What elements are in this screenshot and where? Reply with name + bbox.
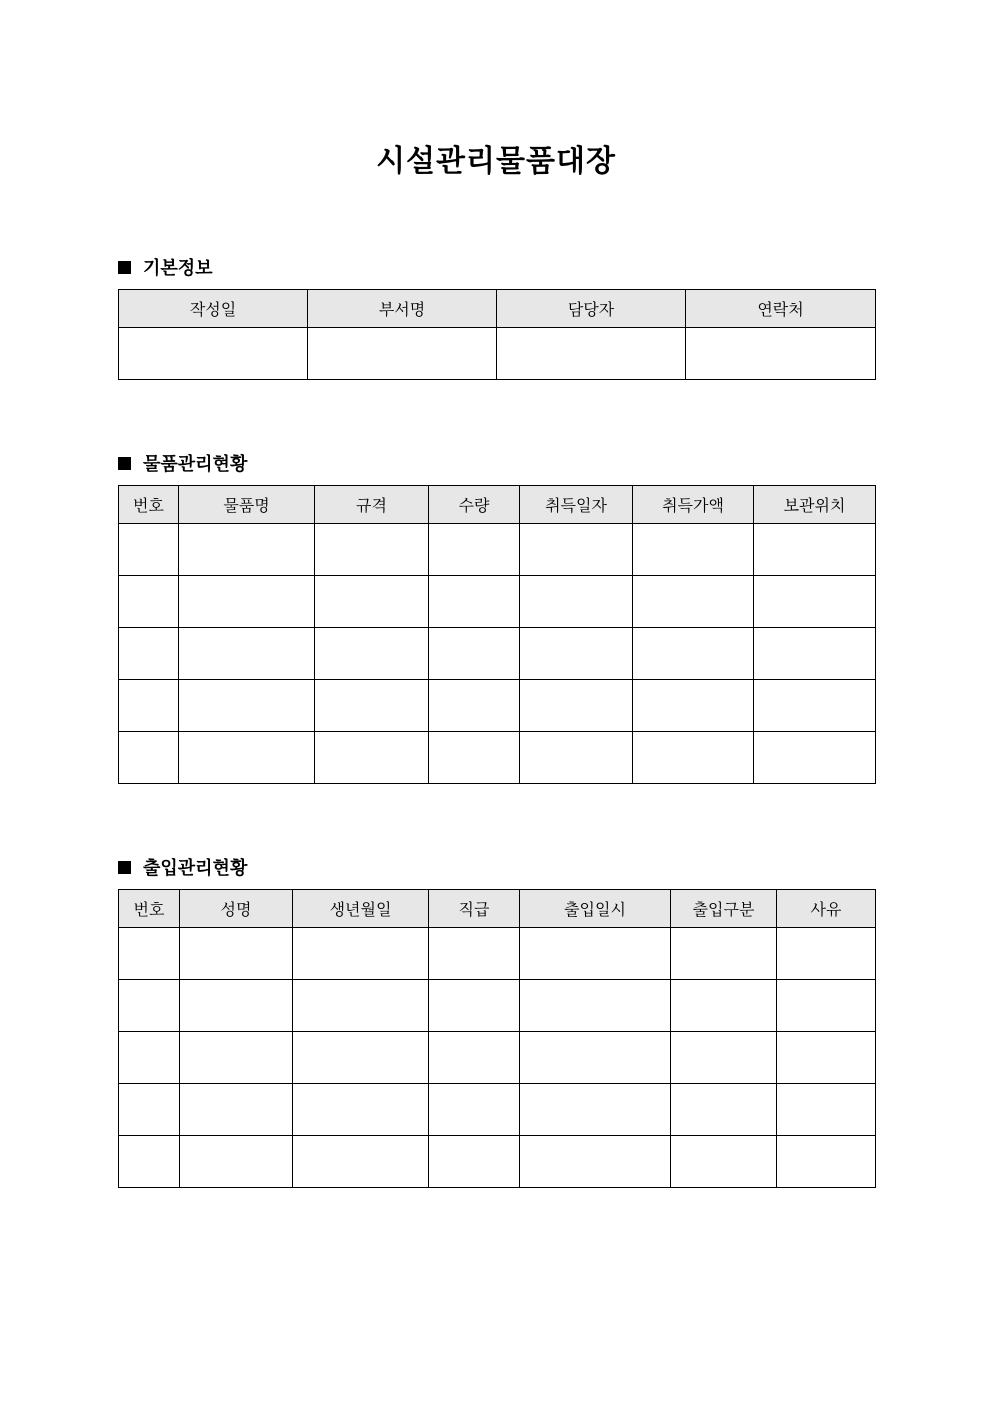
table-cell[interactable] (315, 628, 429, 680)
table-cell[interactable] (179, 524, 315, 576)
table-cell[interactable] (119, 680, 179, 732)
table-cell[interactable] (671, 1032, 777, 1084)
table-cell[interactable] (315, 524, 429, 576)
section-title: 기본정보 (143, 258, 213, 279)
table-cell[interactable] (520, 576, 633, 628)
table-cell[interactable] (429, 680, 520, 732)
table-cell[interactable] (119, 928, 180, 980)
table-cell[interactable] (429, 1084, 520, 1136)
table-row (119, 1084, 876, 1136)
column-header: 번호 (119, 486, 179, 524)
table-cell[interactable] (520, 680, 633, 732)
column-header: 수량 (429, 486, 520, 524)
column-header: 번호 (119, 890, 180, 928)
table-cell[interactable] (777, 1136, 876, 1188)
table-row (119, 732, 876, 784)
access-management-table (118, 889, 876, 1188)
table-row (119, 628, 876, 680)
table-cell[interactable] (180, 1032, 293, 1084)
table-cell[interactable] (293, 980, 429, 1032)
section-title: 물품관리현황 (143, 454, 248, 475)
table-cell[interactable] (520, 980, 671, 1032)
table-row (119, 328, 876, 380)
column-header: 취득가액 (633, 486, 754, 524)
column-header: 부서명 (308, 290, 497, 328)
column-header: 취득일자 (520, 486, 633, 524)
table-cell[interactable] (293, 1032, 429, 1084)
square-bullet-icon (118, 457, 131, 470)
table-cell[interactable] (119, 980, 180, 1032)
column-header: 연락처 (686, 290, 876, 328)
table-row (119, 524, 876, 576)
table-cell[interactable] (180, 928, 293, 980)
table-cell[interactable] (119, 524, 179, 576)
table-cell[interactable] (520, 1032, 671, 1084)
column-header: 작성일 (119, 290, 308, 328)
table-cell[interactable] (179, 628, 315, 680)
table-cell[interactable] (119, 628, 179, 680)
header-row (119, 486, 876, 524)
square-bullet-icon (118, 861, 131, 874)
table-cell[interactable] (180, 1136, 293, 1188)
table-cell[interactable] (777, 1084, 876, 1136)
table-cell[interactable] (315, 732, 429, 784)
table-cell[interactable] (633, 576, 754, 628)
table-cell[interactable] (520, 732, 633, 784)
column-header: 물품명 (179, 486, 315, 524)
table-cell[interactable] (179, 732, 315, 784)
table-cell[interactable] (686, 328, 876, 380)
table-cell[interactable] (180, 1084, 293, 1136)
table-cell[interactable] (119, 1136, 180, 1188)
table-row (119, 1136, 876, 1188)
column-header: 직급 (429, 890, 520, 928)
table-cell[interactable] (429, 576, 520, 628)
table-cell[interactable] (754, 732, 876, 784)
table-cell[interactable] (119, 328, 308, 380)
table-cell[interactable] (179, 680, 315, 732)
table-cell[interactable] (429, 1032, 520, 1084)
column-header: 규격 (315, 486, 429, 524)
table-cell[interactable] (429, 524, 520, 576)
table-cell[interactable] (179, 576, 315, 628)
table-cell[interactable] (119, 1032, 180, 1084)
table-cell[interactable] (671, 1136, 777, 1188)
table-cell[interactable] (293, 1136, 429, 1188)
column-header: 출입구분 (671, 890, 777, 928)
column-header: 성명 (180, 890, 293, 928)
column-header: 출입일시 (520, 890, 671, 928)
table-cell[interactable] (777, 928, 876, 980)
table-cell[interactable] (315, 576, 429, 628)
table-cell[interactable] (520, 928, 671, 980)
table-cell[interactable] (308, 328, 497, 380)
column-header: 담당자 (497, 290, 686, 328)
table-cell[interactable] (633, 628, 754, 680)
table-row (119, 1032, 876, 1084)
table-cell[interactable] (429, 980, 520, 1032)
table-cell[interactable] (315, 680, 429, 732)
table-cell[interactable] (293, 1084, 429, 1136)
column-header: 사유 (777, 890, 876, 928)
table-row (119, 576, 876, 628)
table-row (119, 980, 876, 1032)
table-cell[interactable] (429, 628, 520, 680)
table-cell[interactable] (520, 1136, 671, 1188)
table-cell[interactable] (754, 576, 876, 628)
table-cell[interactable] (633, 680, 754, 732)
square-bullet-icon (118, 261, 131, 274)
table-cell[interactable] (754, 524, 876, 576)
table-cell[interactable] (180, 980, 293, 1032)
table-cell[interactable] (754, 680, 876, 732)
page-title: 시설관리물품대장 (376, 144, 616, 179)
table-row (119, 928, 876, 980)
table-cell[interactable] (520, 524, 633, 576)
table-cell[interactable] (777, 1032, 876, 1084)
table-cell[interactable] (119, 576, 179, 628)
table-cell[interactable] (754, 628, 876, 680)
item-management-table (118, 485, 876, 784)
column-header: 보관위치 (754, 486, 876, 524)
table-cell[interactable] (293, 928, 429, 980)
table-cell[interactable] (520, 628, 633, 680)
table-cell[interactable] (119, 732, 179, 784)
table-cell[interactable] (520, 1084, 671, 1136)
table-cell[interactable] (429, 928, 520, 980)
table-row (119, 680, 876, 732)
section-title: 출입관리현황 (143, 858, 248, 879)
section-heading-basic (118, 254, 213, 280)
column-header: 생년월일 (293, 890, 429, 928)
table-cell[interactable] (671, 980, 777, 1032)
table-cell[interactable] (777, 980, 876, 1032)
table-cell[interactable] (119, 1084, 180, 1136)
table-cell[interactable] (671, 928, 777, 980)
table-cell[interactable] (429, 1136, 520, 1188)
header-row (119, 890, 876, 928)
table-cell[interactable] (633, 524, 754, 576)
header-row (119, 290, 876, 328)
table-cell[interactable] (633, 732, 754, 784)
basic-info-table (118, 289, 876, 380)
table-cell[interactable] (671, 1084, 777, 1136)
table-cell[interactable] (429, 732, 520, 784)
section-heading-items (118, 450, 247, 476)
section-heading-access (118, 854, 247, 880)
table-cell[interactable] (497, 328, 686, 380)
